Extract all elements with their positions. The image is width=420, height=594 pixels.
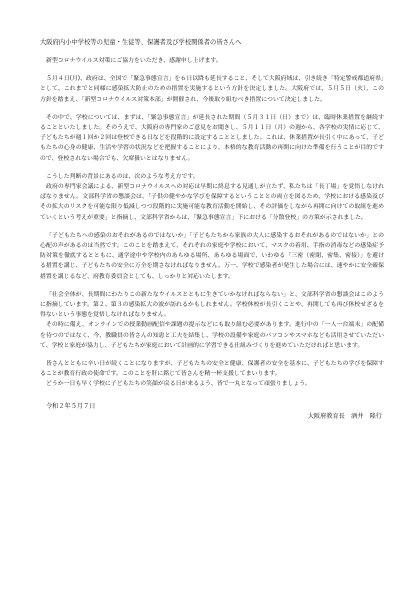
paragraph-online-learning: その時に備え、オンラインでの授業動画配信や課題の提示などにも取り組む必要があります。進行中の「一人一台端末」の配備を待つのではなく、今、教職員の皆さんの知恵と工夫を結集し、学校の設備や家庭のパソコンやスマホなども活用させていただいて、学校と家庭が協力し、子どもたちが家庭において計画的に学習できる仕組みづくりを進めていただければと思います。 — [40, 322, 384, 349]
paragraph-school-closure: その中で、学校については、まずは、「緊急事態宣言」が延長された期間（５月３１日（日）まで）は、臨時休業措置を継続することといたしました。そのうえで、大阪府の専門家のご意見をお聞きし、５月１１日（月）の週から、各学校の実情に応じて、子どもたちが週１回か２回は登校できる日などを段階的に設定することとしました。これは、休業措置が長引く中にあって、子どもたちの心身の健康、生活や学習の状況などを把握することにより、本格的な教育活動の再開に向けた準備を行うことが目的ですので、登校されない場合でも、欠席扱いとはなりません。 — [40, 114, 384, 162]
addressee-line: 大阪府内小中学校等の児童・生徒等、保護者及び学校関係者の皆さんへ — [40, 39, 242, 46]
paragraph-mission: 皆さんとともに辛い日が続くことになりますが、子どもたちの安全と健康、保護者の安全を基本に、子どもたちの学びを保障することが教育行政の使命です。このことを肝に銘じて皆さんを精一杯支援してまいります。 — [40, 361, 384, 378]
paragraph-long-term: 「社会全体が、長期間にわたりこの新たなウイルスとともに生きていかなければならない」と、文部科学省の懇談会はこのように指摘しています。第２、第３の感染拡大の波が訪れるかもしれません。学校休校が長引くことや、再開しても再び休校せざるを得ないという事態を覚悟しなければなりません。 — [40, 291, 384, 319]
letter-date: 令和２年５月７日 — [46, 402, 96, 410]
paragraph-closing: どうか一日も早く学校に子どもたちの笑顔が戻る日が来るよう、皆で一丸となって頑張りましょう。 — [46, 381, 312, 388]
paragraph-infection-concerns: 「子どもたちへの感染のおそれがあるのではないか」「子どもたちから家族の大人に感染するおそれがあるのではないか」との心配の声があるのは当然です。このことを踏まえて、それぞれの家庭や学校において、マスクの着用、手指の消毒などの感染症予防対策を徹底するとともに、通学途中や学校内のあらゆる場所、あらゆる場面で、いわゆる「三密（密閉、密集、密接）」を避ける措置を講じ、子どもたちの安全に万全を期さなければなりません。万一、学校で感染者が発生した場合には、速やかに安全確保措置を講じるなど、府教育委員会としても、しっかりと対応いたします。 — [40, 232, 384, 280]
paragraph-government-decision: ５月４日(月)、政府は、全国で「緊急事態宣言」を６日以降も延長すること、そして大阪府域は、引き続き「特定警戒都道府県」として、これまでと同様に感染拡大防止のための措置を実施するという方針を決定しました。大阪府では、５月５日（火）、この方針を踏まえ、「新型コロナウイルス対策本部」が開催され、今後取り組むべき措置について決定しました。 — [40, 76, 384, 103]
paragraph-background-intro: こうした判断の背景にあるのは、次のような考え方です。 — [46, 173, 199, 180]
paragraph-thanks: 新型コロナウイルス対策にご協力をいただき、感謝申し上げます。 — [46, 58, 222, 64]
letter-signature: 大阪府教育長 酒井 隆行 — [307, 412, 382, 420]
paragraph-expert-view: 政府の専門家会議による、新型コロナウイルスへの対応は早期に終息する見通しが立たず、私たちは「長丁場」を覚悟しなければなりません。文部科学省の懇談会は、「子供の健やかな学びを保障するということとの両立を図るため、学校における感染及びその拡大のリスクを可能な限り低減しつつ段階的に実施可能な教育活動を開始し、その評価をしながら再開に向けての取組を進めていくという考えが重要」と指摘し、文部科学省からは、「緊急事態宣言」下における「分散登校」の方策が示されました。 — [40, 184, 384, 221]
